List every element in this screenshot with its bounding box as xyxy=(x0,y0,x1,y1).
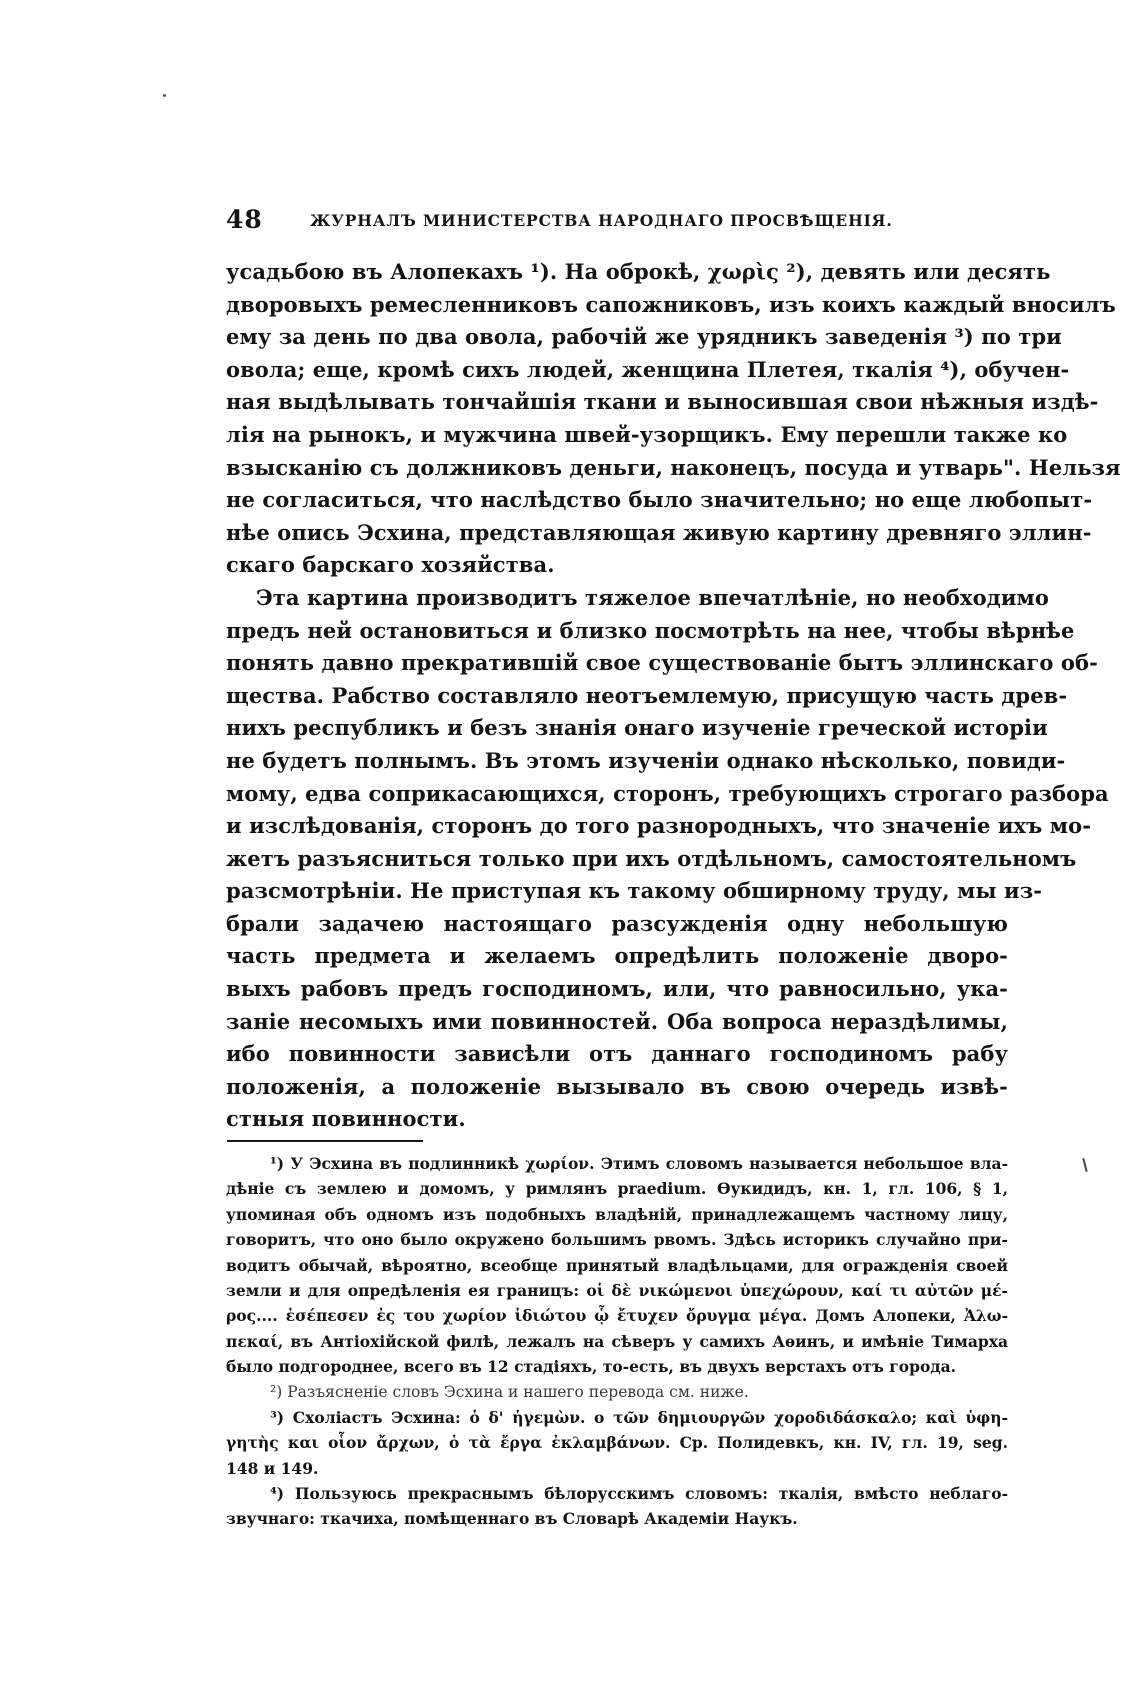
body-line-spaced: стныя повинности. xyxy=(226,1106,466,1132)
body-line: овола; еще, кромѣ сихъ людей, женщина Плетея, ткалія ⁴), обучен- xyxy=(226,356,1070,382)
running-title: ЖУРНАЛЪ МИНИСТЕРСТВА НАРОДНАГО ПРОСВѢЩЕНІЯ. xyxy=(310,211,893,230)
body-line: жетъ разъясниться только при ихъ отдѣльномъ, самостоятельномъ xyxy=(226,845,1077,871)
footnote-1-line: водитъ обычай, вѣроятно, всеобще принятый владѣльцами, для огражденія своей xyxy=(226,1255,1008,1275)
body-line: понять давно прекратившій свое существованіе бытъ эллинскаго об- xyxy=(226,650,1098,676)
footnotes xyxy=(226,1151,1008,1532)
body-line: предъ ней остановиться и близко посмотрѣть на нее, чтобы вѣрнѣе xyxy=(226,617,1075,643)
page-header xyxy=(226,205,926,237)
body-line: ная выдѣлывать тончайшія ткани и выносившая свои нѣжныя издѣ- xyxy=(226,389,1099,415)
body-line: не будетъ полнымъ. Въ этомъ изученіи однако нѣсколько, повиди- xyxy=(226,747,1066,773)
footnote-4-line: звучнаго: ткачиха, помѣщеннаго въ Словарѣ Академіи Наукъ. xyxy=(226,1509,798,1529)
footnote-1-line: πεκαί, въ Антіохійской филѣ, лежалъ на сѣверъ у самихъ Аѳинъ, и имѣніе Тимарха xyxy=(226,1331,1008,1351)
body-line: и изслѣдованія, сторонъ до того разнородныхъ, что значеніе ихъ мо- xyxy=(226,813,1092,839)
scan-speck xyxy=(163,94,166,97)
body-line-spaced: часть предмета и желаемъ опредѣлить положеніе дворо- xyxy=(226,943,1008,969)
footnote-1-line: дѣніе съ землею и домомъ, у римлянъ praedium. Өукидидъ, кн. 1, гл. 106, § 1, xyxy=(226,1179,1008,1199)
footnote-1-line: говоритъ, что оно было окружено большимъ рвомъ. Здѣсь историкъ случайно при- xyxy=(226,1230,1008,1250)
body-line: не согласиться, что наслѣдство было значительно; но еще любопыт- xyxy=(226,487,1093,513)
footnote-3-line: 148 и 149. xyxy=(226,1458,319,1478)
footnote-1-line: ρος.... ἐσέπεσεν ἐς του χωρίον ἰδιώτου ᾧ ἔτυχεν ὄρυγμα μέγα. Домъ Алопеки, Ἀλω- xyxy=(226,1306,1008,1326)
footnote-1-line: земли и для опредѣленія ея границъ: οἱ δὲ νικώμενοι ὑπεχώρουν, καί τι αὐτῶν μέ- xyxy=(226,1280,1008,1300)
body-line: ему за день по два овола, рабочій же урядникъ заведенія ³) по три xyxy=(226,324,1062,350)
footnote-2-line: ²) Разъясненіе словъ Эсхина и нашего перевода см. ниже. xyxy=(270,1382,749,1401)
margin-mark xyxy=(1082,1158,1087,1172)
body-line-spaced: ибо повинности зависѣли отъ даннаго господиномъ рабу xyxy=(226,1041,1008,1067)
body-line: усадьбою въ Алопекахъ ¹). На оброкѣ, χωρὶς ²), девять или десять xyxy=(226,259,1051,284)
footnote-3-line: ³) Схоліастъ Эсхина: ὁ δ' ἡγεμὼν. ο τῶν δημιουργῶν χοροδιδάσκαλο; καὶ ὑφη- xyxy=(270,1407,1008,1427)
footnote-4-line: ⁴) Пользуюсь прекраснымъ бѣлорусскимъ словомъ: ткалія, вмѣсто неблаго- xyxy=(270,1484,1008,1504)
body-line: нихъ республикъ и безъ знанія онаго изученіе греческой исторіи xyxy=(226,715,1048,741)
body-line: щества. Рабство составляло неотъемлемую, присущую часть древ- xyxy=(226,682,1068,708)
body-line-spaced: брали задачею настоящаго разсужденія одну небольшую xyxy=(226,910,1008,936)
body-line: дворовыхъ ремесленниковъ сапожниковъ, изъ коихъ каждый вносилъ xyxy=(226,291,1116,317)
footnote-3-line: γητὴς και οἷον ἄρχων, ὁ τὰ ἔργα ἐκλαμβάνων. Ср. Полидевкъ, кн. IV, гл. 19, seg. xyxy=(226,1433,1008,1453)
footnote-1-line: было подгороднее, всего въ 12 стадіяхъ, то-есть, въ двухъ верстахъ отъ города. xyxy=(226,1357,957,1377)
body-line: нѣе опись Эсхина, представляющая живую картину древняго эллин- xyxy=(226,519,1092,545)
body-line: взысканію съ должниковъ деньги, наконецъ, посуда и утварь". Нельзя xyxy=(226,454,1121,480)
main-text xyxy=(226,256,1121,1136)
body-line: разсмотрѣніи. Не приступая къ такому обширному труду, мы из- xyxy=(226,878,1043,904)
body-line: скаго барскаго хозяйства. xyxy=(226,552,555,578)
body-line: мому, едва соприкасающихся, сторонъ, требующихъ строгаго разбора xyxy=(226,780,1109,806)
body-line-spaced: выхъ рабовъ предъ господиномъ, или, что равносильно, ука- xyxy=(226,976,1008,1002)
footnote-divider xyxy=(227,1140,423,1142)
body-line-spaced: положенія, а положеніе вызывало въ свою очередь извѣ- xyxy=(226,1073,1008,1099)
footnote-1-line: ¹) У Эсхина въ подлинникѣ χωρίον. Этимъ словомъ называется небольшое вла- xyxy=(270,1154,1008,1173)
body-line-spaced: заніе несомыхъ ими повинностей. Оба вопроса нераздѣлимы, xyxy=(226,1008,1008,1034)
page-number: 48 xyxy=(226,205,263,234)
body-line: лія на рынокъ, и мужчина швей-узорщикъ. Ему перешли также ко xyxy=(226,421,1068,447)
footnote-1-line: упоминая объ одномъ изъ подобныхъ владѣній, принадлежащемъ частному лицу, xyxy=(226,1204,1008,1224)
paragraph-start-line: Эта картина производитъ тяжелое впечатлѣніе, но необходимо xyxy=(256,584,1049,610)
